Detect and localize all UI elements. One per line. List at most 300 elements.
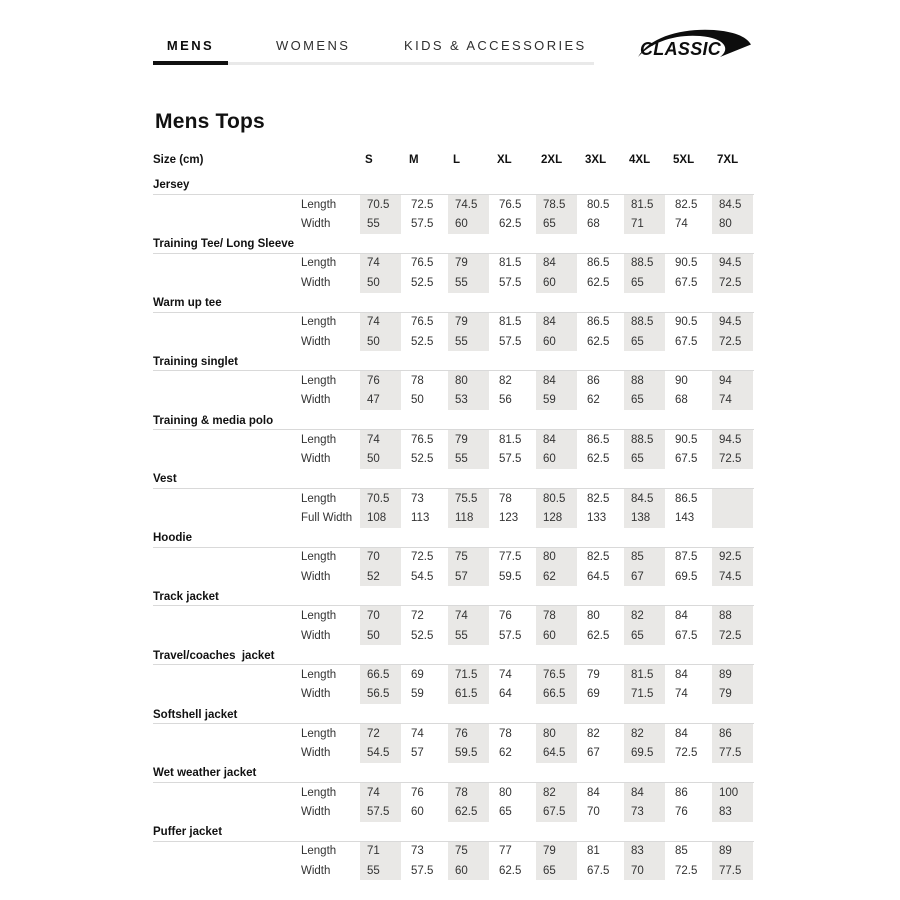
size-value-cell: 81.5 [622, 195, 666, 214]
size-value-cell: 78 [402, 371, 446, 390]
size-value-cell: 59.5 [446, 743, 490, 762]
row-indent-spacer [153, 567, 301, 586]
size-value-cell: 60 [534, 332, 578, 351]
size-value-cell: 75 [446, 842, 490, 861]
size-value-cell: 68 [666, 391, 710, 410]
size-value-cell: 76.5 [534, 665, 578, 684]
size-value-cell: 74 [358, 313, 402, 332]
size-value-cell: 55 [446, 626, 490, 645]
size-value-cell: 50 [358, 450, 402, 469]
size-value-cell: 57.5 [402, 861, 446, 880]
measurement-label: Width [301, 218, 331, 231]
size-value-cell: 76 [446, 724, 490, 743]
size-value-cell: 52.5 [402, 450, 446, 469]
row-indent-spacer [153, 195, 301, 214]
size-value-cell: 88 [710, 606, 754, 625]
size-value-cell: 74 [358, 254, 402, 273]
size-value-cell: 67.5 [666, 273, 710, 292]
size-value-cell: 86.5 [578, 313, 622, 332]
size-value-cell: 72 [358, 724, 402, 743]
size-value-cell: 84 [534, 313, 578, 332]
size-value-cell: 85 [666, 842, 710, 861]
size-value-cell: 78 [490, 489, 534, 508]
measurement-label: Length [301, 610, 337, 623]
size-value-cell: 65 [534, 861, 578, 880]
size-value-cell: 57.5 [402, 214, 446, 233]
category-name: Training & media polo [153, 410, 754, 430]
measurement-label: Width [301, 453, 331, 466]
size-column-header-7xl: 7XL [717, 154, 739, 166]
size-value-cell: 69.5 [666, 567, 710, 586]
size-value-cell: 94.5 [710, 430, 754, 449]
size-value-cell: 80.5 [534, 489, 578, 508]
measurement-row [153, 626, 754, 645]
size-value-cell: 84 [666, 665, 710, 684]
category-row [153, 293, 754, 313]
category-tabs-nav [153, 34, 753, 68]
classic-swoosh-icon [636, 28, 756, 62]
size-value-cell: 81.5 [490, 254, 534, 273]
measurement-row [153, 842, 754, 861]
measurement-label: Width [301, 864, 331, 877]
size-value-cell: 82 [578, 724, 622, 743]
size-value-cell: 79 [534, 842, 578, 861]
size-value-cell: 71.5 [446, 665, 490, 684]
measurement-row [153, 861, 754, 880]
category-row [153, 528, 754, 548]
size-value-cell: 66.5 [534, 685, 578, 704]
category-name: Warm up tee [153, 293, 754, 313]
size-value-cell: 82 [490, 371, 534, 390]
size-value-cell: 70 [578, 802, 622, 821]
size-value-cell: 84 [534, 430, 578, 449]
measurement-row [153, 273, 754, 292]
size-value-cell: 90.5 [666, 254, 710, 273]
measurement-row [153, 254, 754, 273]
row-indent-spacer [153, 214, 301, 233]
classic-brand-logo [636, 28, 756, 64]
size-value-cell: 62.5 [578, 626, 622, 645]
size-value-cell: 62.5 [446, 802, 490, 821]
size-value-cell: 86.5 [578, 254, 622, 273]
size-value-cell: 66.5 [358, 665, 402, 684]
row-indent-spacer [153, 548, 301, 567]
size-value-cell: 79 [446, 313, 490, 332]
size-value-cell: 67.5 [666, 450, 710, 469]
size-value-cell: 57.5 [490, 626, 534, 645]
measurement-label: Width [301, 688, 331, 701]
size-value-cell: 88.5 [622, 313, 666, 332]
size-value-cell: 72.5 [666, 743, 710, 762]
measurement-row [153, 724, 754, 743]
size-value-cell: 123 [490, 508, 534, 527]
size-value-cell: 67.5 [578, 861, 622, 880]
row-indent-spacer [153, 783, 301, 802]
size-value-cell: 84 [622, 783, 666, 802]
size-value-cell: 59 [402, 685, 446, 704]
size-value-cell: 78 [446, 783, 490, 802]
tab-womens[interactable]: WOMENS [276, 38, 351, 53]
size-value-cell: 82.5 [578, 548, 622, 567]
size-value-cell: 76 [358, 371, 402, 390]
measurement-row [153, 783, 754, 802]
size-value-cell [710, 489, 754, 508]
size-value-cell: 84 [666, 724, 710, 743]
measurement-row [153, 332, 754, 351]
size-value-cell: 74 [666, 685, 710, 704]
category-row [153, 351, 754, 371]
size-value-cell: 73 [622, 802, 666, 821]
size-value-cell: 72.5 [710, 450, 754, 469]
size-value-cell: 71 [622, 214, 666, 233]
category-row [153, 234, 754, 254]
active-tab-underline [153, 61, 228, 65]
size-value-cell: 81.5 [490, 430, 534, 449]
size-value-cell: 90 [666, 371, 710, 390]
size-value-cell: 65 [534, 214, 578, 233]
size-value-cell: 82 [622, 724, 666, 743]
size-value-cell: 62.5 [490, 214, 534, 233]
row-indent-spacer [153, 391, 301, 410]
size-column-header-m: M [409, 154, 419, 166]
size-value-cell: 76 [666, 802, 710, 821]
size-value-cell: 80 [490, 783, 534, 802]
row-indent-spacer [153, 332, 301, 351]
size-value-cell: 118 [446, 508, 490, 527]
size-value-cell: 76.5 [402, 254, 446, 273]
category-row [153, 586, 754, 606]
measurement-label: Length [301, 845, 337, 858]
size-value-cell: 85 [622, 548, 666, 567]
category-name: Softshell jacket [153, 704, 754, 724]
size-value-cell: 76 [490, 606, 534, 625]
size-value-cell: 69 [402, 665, 446, 684]
size-value-cell: 69 [578, 685, 622, 704]
size-value-cell: 87.5 [666, 548, 710, 567]
measurement-row [153, 391, 754, 410]
category-row [153, 171, 754, 195]
size-value-cell: 74 [666, 214, 710, 233]
size-value-cell: 77.5 [710, 743, 754, 762]
measurement-label: Length [301, 433, 337, 446]
size-value-cell: 54.5 [358, 743, 402, 762]
tab-kids-accessories[interactable]: KIDS & ACCESSORIES [404, 38, 587, 53]
measurement-row [153, 802, 754, 821]
size-column-header-l: L [453, 154, 461, 166]
measurement-row [153, 743, 754, 762]
size-value-cell: 72.5 [666, 861, 710, 880]
size-value-cell: 76.5 [490, 195, 534, 214]
size-value-cell: 89 [710, 842, 754, 861]
category-row [153, 704, 754, 724]
size-value-cell: 67.5 [534, 802, 578, 821]
row-indent-spacer [153, 430, 301, 449]
size-value-cell: 50 [358, 332, 402, 351]
size-value-cell: 62 [534, 567, 578, 586]
size-value-cell: 67 [578, 743, 622, 762]
size-value-cell: 77.5 [490, 548, 534, 567]
measurement-label: Width [301, 335, 331, 348]
size-value-cell: 86 [578, 371, 622, 390]
size-value-cell: 65 [490, 802, 534, 821]
size-value-cell: 65 [622, 273, 666, 292]
measurement-label: Width [301, 394, 331, 407]
size-value-cell: 55 [446, 332, 490, 351]
size-value-cell: 67.5 [666, 626, 710, 645]
size-value-cell: 80.5 [578, 195, 622, 214]
size-table-body [153, 171, 754, 880]
size-value-cell: 52.5 [402, 332, 446, 351]
size-column-header-5xl: 5XL [673, 154, 695, 166]
size-value-cell: 84 [666, 606, 710, 625]
size-value-cell: 89 [710, 665, 754, 684]
category-name: Vest [153, 469, 754, 489]
size-value-cell: 55 [446, 273, 490, 292]
size-value-cell: 55 [446, 450, 490, 469]
size-value-cell: 61.5 [446, 685, 490, 704]
row-indent-spacer [153, 724, 301, 743]
size-value-cell: 82 [622, 606, 666, 625]
row-indent-spacer [153, 685, 301, 704]
measurement-label: Length [301, 727, 337, 740]
size-header-row [153, 149, 754, 171]
measurement-row [153, 371, 754, 390]
size-value-cell: 60 [534, 273, 578, 292]
size-value-cell: 78 [490, 724, 534, 743]
category-row [153, 822, 754, 842]
size-value-cell: 52 [358, 567, 402, 586]
size-value-cell: 94 [710, 371, 754, 390]
size-value-cell: 65 [622, 626, 666, 645]
row-indent-spacer [153, 371, 301, 390]
size-value-cell: 88.5 [622, 430, 666, 449]
measurement-label: Length [301, 551, 337, 564]
category-row [153, 763, 754, 783]
size-value-cell: 73 [402, 489, 446, 508]
category-row [153, 645, 754, 665]
size-value-cell: 69.5 [622, 743, 666, 762]
measurement-label: Full Width [301, 511, 353, 524]
measurement-label: Length [301, 198, 337, 211]
size-value-cell: 113 [402, 508, 446, 527]
category-name: Puffer jacket [153, 822, 754, 842]
row-indent-spacer [153, 273, 301, 292]
row-indent-spacer [153, 254, 301, 273]
size-value-cell: 55 [358, 861, 402, 880]
size-value-cell: 90.5 [666, 313, 710, 332]
size-value-cell: 128 [534, 508, 578, 527]
size-value-cell: 80 [534, 724, 578, 743]
size-value-cell: 86.5 [578, 430, 622, 449]
size-value-cell [710, 508, 754, 527]
measurement-row [153, 508, 754, 527]
measurement-row [153, 313, 754, 332]
size-value-cell: 52.5 [402, 626, 446, 645]
tab-mens[interactable]: MENS [166, 38, 215, 53]
size-value-cell: 81 [578, 842, 622, 861]
size-column-header-4xl: 4XL [629, 154, 651, 166]
row-indent-spacer [153, 665, 301, 684]
size-value-cell: 84 [534, 254, 578, 273]
category-row [153, 410, 754, 430]
row-indent-spacer [153, 489, 301, 508]
size-value-cell: 55 [358, 214, 402, 233]
size-value-cell: 65 [622, 391, 666, 410]
size-value-cell: 76.5 [402, 430, 446, 449]
size-value-cell: 70 [622, 861, 666, 880]
size-value-cell: 70.5 [358, 489, 402, 508]
size-value-cell: 52.5 [402, 273, 446, 292]
measurement-label: Length [301, 257, 337, 270]
row-indent-spacer [153, 450, 301, 469]
category-name: Training singlet [153, 351, 754, 371]
size-value-cell: 84 [534, 371, 578, 390]
measurement-row [153, 214, 754, 233]
category-name: Hoodie [153, 528, 754, 548]
size-value-cell: 59.5 [490, 567, 534, 586]
row-indent-spacer [153, 842, 301, 861]
classic-logo-text: CLASSIC [640, 39, 722, 59]
size-value-cell: 76 [402, 783, 446, 802]
category-name: Travel/coaches jacket [153, 645, 754, 665]
size-value-cell: 84.5 [710, 195, 754, 214]
measurement-label: Length [301, 786, 337, 799]
measurement-label: Width [301, 276, 331, 289]
measurement-label: Length [301, 316, 337, 329]
size-value-cell: 78.5 [534, 195, 578, 214]
row-indent-spacer [153, 626, 301, 645]
size-value-cell: 77 [490, 842, 534, 861]
size-value-cell: 74 [358, 783, 402, 802]
size-value-cell: 75 [446, 548, 490, 567]
size-value-cell: 83 [710, 802, 754, 821]
size-value-cell: 71.5 [622, 685, 666, 704]
row-indent-spacer [153, 802, 301, 821]
size-value-cell: 70.5 [358, 195, 402, 214]
category-name: Wet weather jacket [153, 763, 754, 783]
size-value-cell: 70 [358, 606, 402, 625]
size-value-cell: 67.5 [666, 332, 710, 351]
size-unit-header: Size (cm) [153, 154, 204, 166]
size-value-cell: 62.5 [578, 450, 622, 469]
size-value-cell: 57.5 [490, 450, 534, 469]
size-value-cell: 70 [358, 548, 402, 567]
size-value-cell: 67 [622, 567, 666, 586]
size-value-cell: 47 [358, 391, 402, 410]
size-value-cell: 65 [622, 450, 666, 469]
size-value-cell: 77.5 [710, 861, 754, 880]
size-value-cell: 79 [710, 685, 754, 704]
size-value-cell: 60 [402, 802, 446, 821]
category-row [153, 469, 754, 489]
measurement-row [153, 685, 754, 704]
size-value-cell: 54.5 [402, 567, 446, 586]
size-value-cell: 62 [578, 391, 622, 410]
size-value-cell: 82.5 [666, 195, 710, 214]
size-value-cell: 74 [446, 606, 490, 625]
size-value-cell: 60 [534, 450, 578, 469]
size-value-cell: 74.5 [710, 567, 754, 586]
size-value-cell: 92.5 [710, 548, 754, 567]
size-value-cell: 60 [534, 626, 578, 645]
category-name: Track jacket [153, 586, 754, 606]
size-value-cell: 94.5 [710, 313, 754, 332]
size-value-cell: 79 [446, 254, 490, 273]
size-value-cell: 84.5 [622, 489, 666, 508]
size-column-header-2xl: 2XL [541, 154, 563, 166]
size-value-cell: 94.5 [710, 254, 754, 273]
measurement-row [153, 489, 754, 508]
size-value-cell: 82 [534, 783, 578, 802]
row-indent-spacer [153, 606, 301, 625]
measurement-label: Length [301, 375, 337, 388]
size-value-cell: 72.5 [710, 626, 754, 645]
measurement-label: Width [301, 805, 331, 818]
size-value-cell: 74 [358, 430, 402, 449]
size-value-cell: 88.5 [622, 254, 666, 273]
size-value-cell: 71 [358, 842, 402, 861]
measurement-row [153, 606, 754, 625]
size-value-cell: 80 [578, 606, 622, 625]
size-value-cell: 60 [446, 214, 490, 233]
size-value-cell: 57 [402, 743, 446, 762]
size-value-cell: 84 [578, 783, 622, 802]
measurement-row [153, 195, 754, 214]
size-value-cell: 88 [622, 371, 666, 390]
measurement-label: Width [301, 747, 331, 760]
size-value-cell: 62.5 [578, 273, 622, 292]
size-value-cell: 73 [402, 842, 446, 861]
size-value-cell: 80 [710, 214, 754, 233]
size-column-header-s: S [365, 154, 373, 166]
size-value-cell: 57.5 [490, 273, 534, 292]
size-value-cell: 83 [622, 842, 666, 861]
size-value-cell: 80 [534, 548, 578, 567]
size-value-cell: 60 [446, 861, 490, 880]
size-value-cell: 72.5 [402, 548, 446, 567]
size-value-cell: 78 [534, 606, 578, 625]
size-value-cell: 50 [358, 273, 402, 292]
size-value-cell: 64.5 [578, 567, 622, 586]
size-value-cell: 53 [446, 391, 490, 410]
size-value-cell: 100 [710, 783, 754, 802]
size-value-cell: 79 [578, 665, 622, 684]
size-value-cell: 72.5 [402, 195, 446, 214]
size-value-cell: 143 [666, 508, 710, 527]
size-value-cell: 72.5 [710, 332, 754, 351]
measurement-label: Length [301, 668, 337, 681]
size-value-cell: 57 [446, 567, 490, 586]
size-value-cell: 81.5 [490, 313, 534, 332]
size-value-cell: 74 [490, 665, 534, 684]
size-value-cell: 68 [578, 214, 622, 233]
size-value-cell: 74 [710, 391, 754, 410]
measurement-row [153, 548, 754, 567]
size-value-cell: 90.5 [666, 430, 710, 449]
size-value-cell: 72.5 [710, 273, 754, 292]
row-indent-spacer [153, 313, 301, 332]
size-value-cell: 57.5 [490, 332, 534, 351]
size-value-cell: 76.5 [402, 313, 446, 332]
row-indent-spacer [153, 743, 301, 762]
size-value-cell: 62.5 [578, 332, 622, 351]
size-column-header-xl: XL [497, 154, 512, 166]
size-value-cell: 138 [622, 508, 666, 527]
row-indent-spacer [153, 861, 301, 880]
size-value-cell: 80 [446, 371, 490, 390]
mens-tops-size-table [153, 149, 754, 880]
size-value-cell: 62 [490, 743, 534, 762]
